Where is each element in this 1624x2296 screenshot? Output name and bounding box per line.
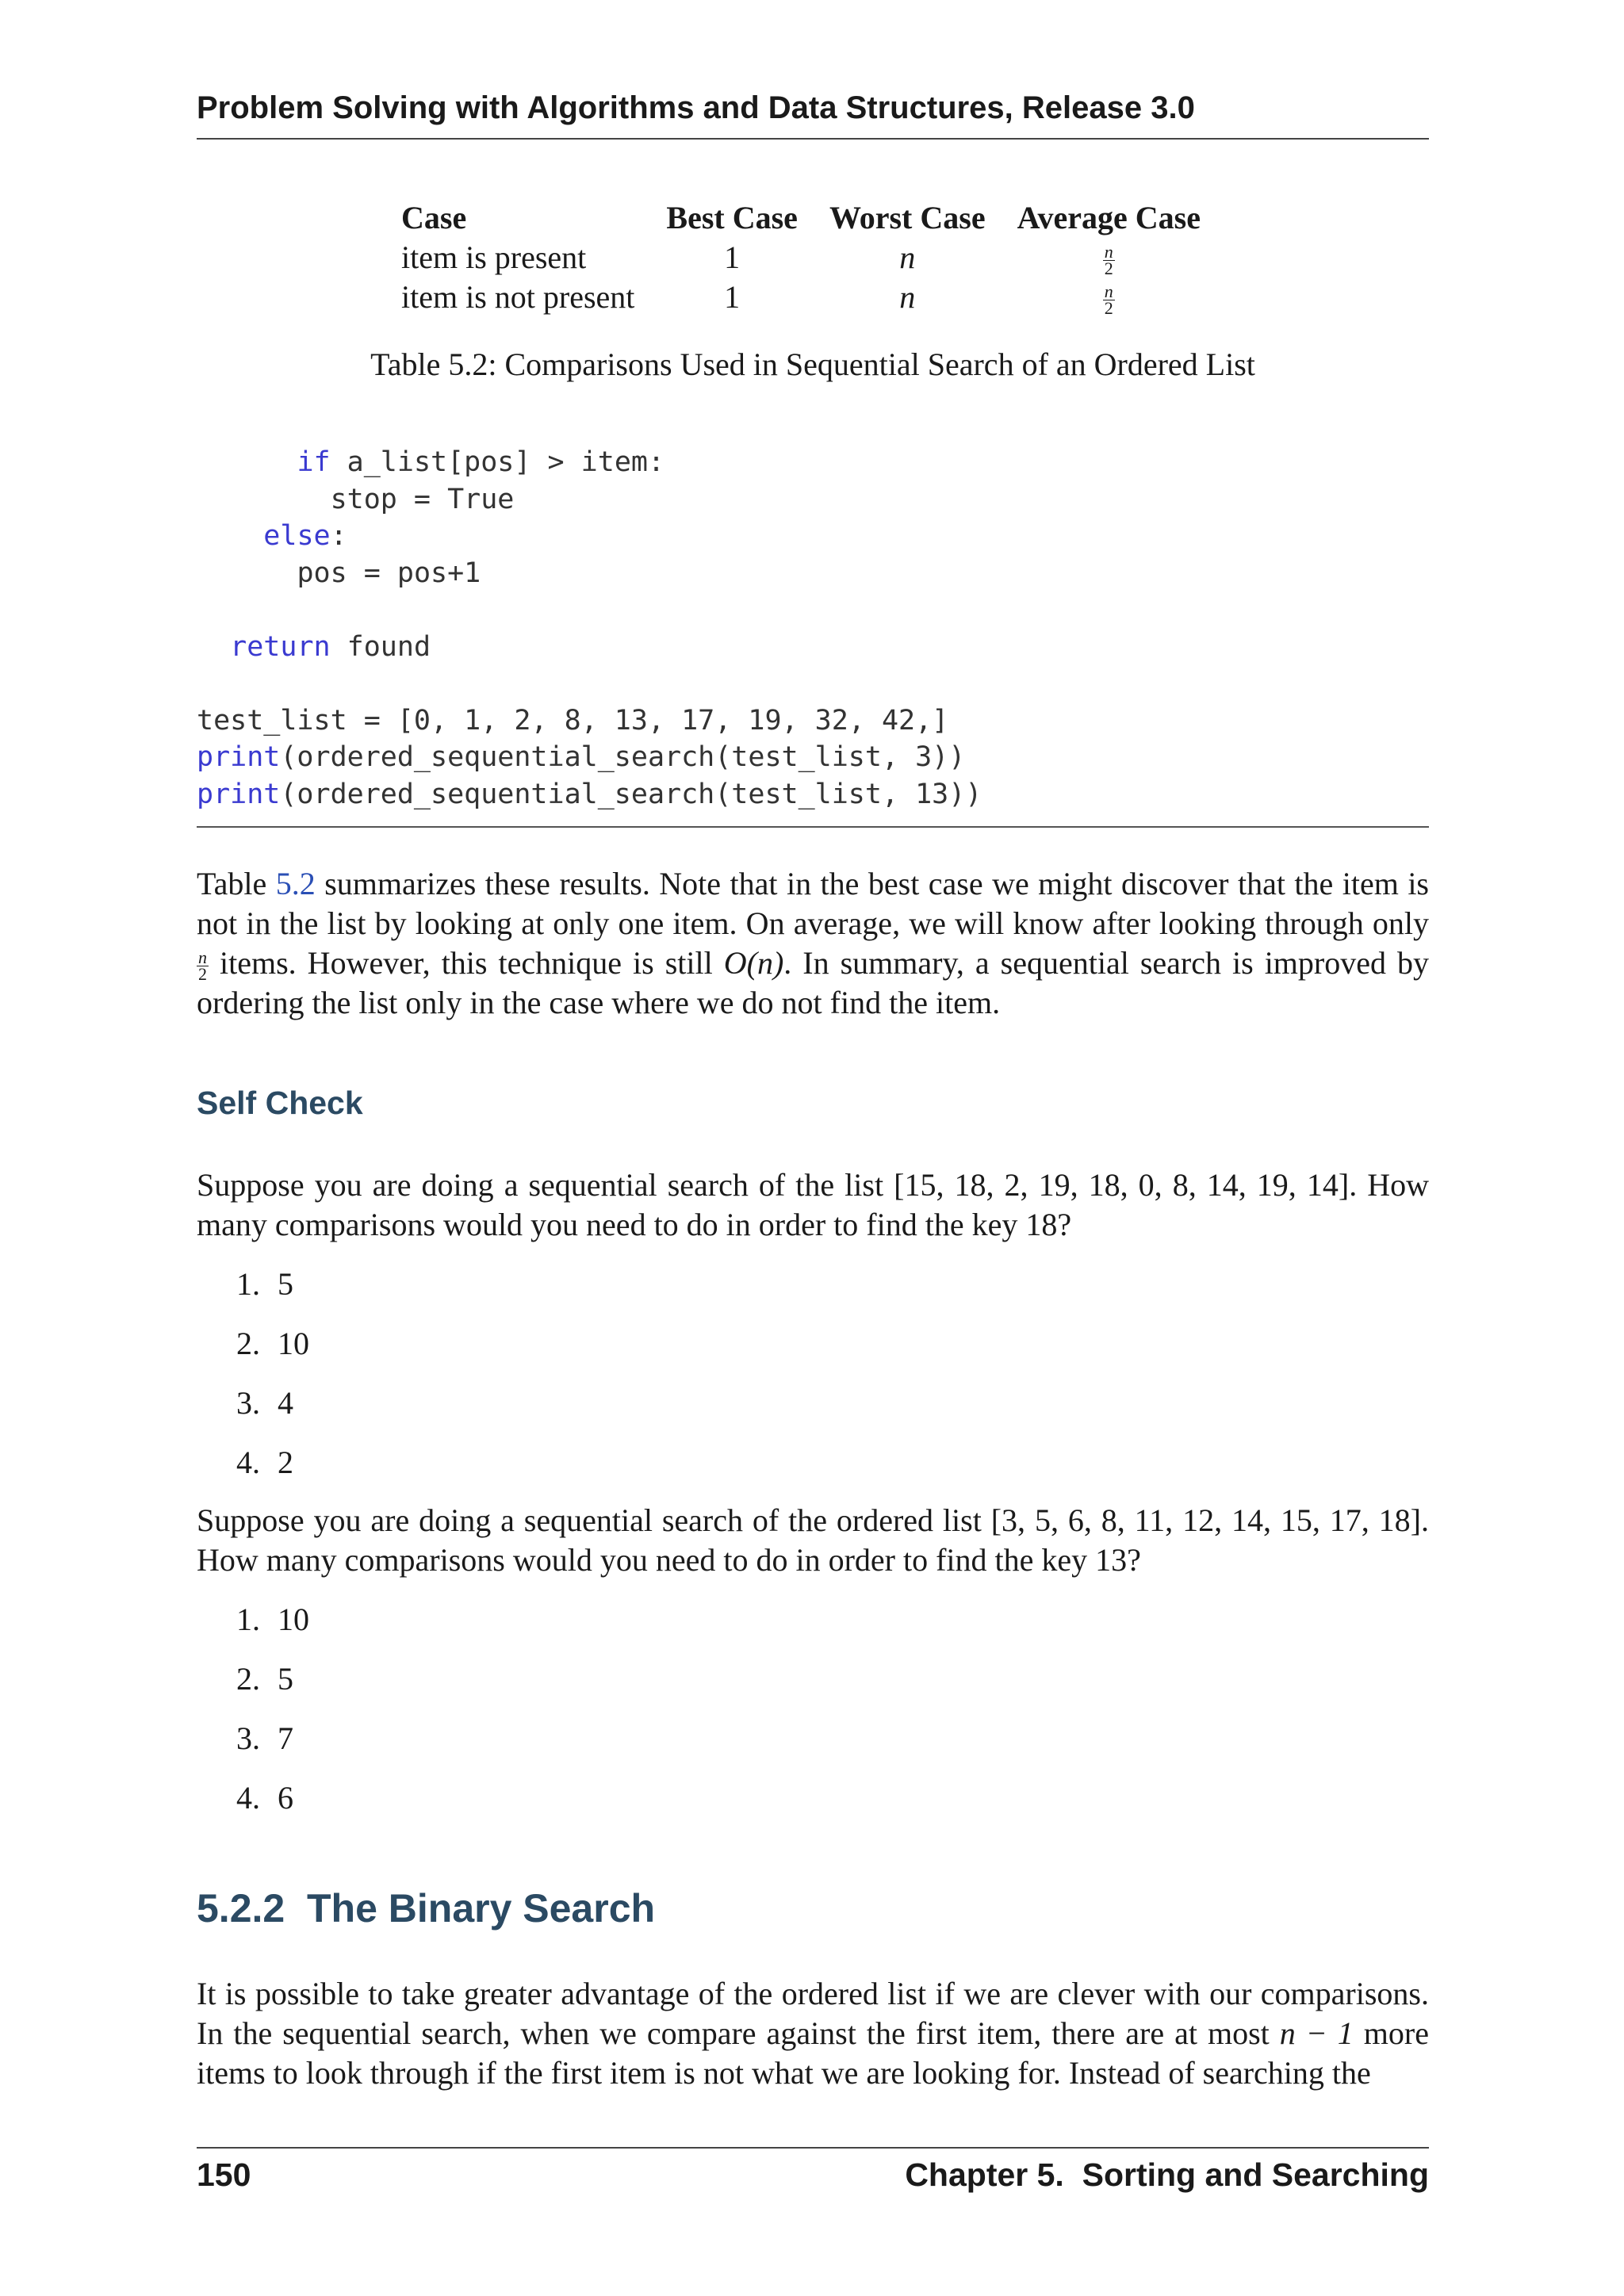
choice-value: 5 — [278, 1661, 293, 1697]
table-cell-best: 1 — [724, 279, 741, 315]
choice-number: 2. — [236, 1326, 260, 1361]
math-key: 18 — [1025, 1207, 1058, 1242]
code-text: a_list[pos] > item: — [330, 446, 665, 478]
choice-value: 4 — [278, 1385, 293, 1421]
code-divider — [197, 826, 1429, 828]
self-check-heading: Self Check — [197, 1085, 363, 1121]
code-line-blank — [197, 665, 1429, 702]
code-text: (ordered_sequential_search(test_list, 13)) — [280, 778, 982, 810]
question-2-choices — [236, 1600, 309, 1838]
math-key: 13 — [1095, 1542, 1128, 1578]
choice-item[interactable] — [236, 1383, 309, 1443]
code-line — [197, 739, 1429, 776]
choice-item[interactable] — [236, 1719, 309, 1778]
fraction-denominator: 2 — [198, 964, 207, 985]
choice-number: 4. — [236, 1780, 260, 1816]
code-text: : — [330, 520, 347, 552]
choice-number: 1. — [236, 1601, 260, 1637]
code-line — [197, 629, 1429, 666]
text: . How many comparisons would you need to do in order to find the key — [197, 1502, 1429, 1578]
choice-number: 2. — [236, 1661, 260, 1697]
text: items. However, this technique is still — [209, 945, 724, 981]
fraction — [1103, 281, 1115, 319]
table-cell-case: item is present — [401, 239, 587, 275]
choice-value: 2 — [278, 1445, 293, 1480]
table-header-best: Best Case — [666, 200, 798, 235]
code-line — [197, 776, 1429, 813]
code-line — [197, 518, 1429, 555]
text: Suppose you are doing a sequential search of the ordered list — [197, 1502, 991, 1538]
table-header-row — [401, 198, 1216, 238]
choice-value: 10 — [278, 1326, 309, 1361]
fraction-numerator: n — [1104, 281, 1113, 302]
footer-divider — [197, 2147, 1429, 2149]
code-keyword: if — [297, 446, 331, 478]
question-1-choices — [236, 1265, 309, 1502]
code-line — [197, 555, 1429, 592]
choice-item[interactable] — [236, 1324, 309, 1383]
table-reference-link[interactable]: 5.2 — [275, 866, 316, 901]
code-block — [197, 444, 1429, 813]
fraction-numerator: n — [1104, 242, 1113, 262]
choice-item[interactable] — [236, 1778, 309, 1838]
math-list: [15, 18, 2, 19, 18, 0, 8, 14, 19, 14] — [894, 1167, 1350, 1203]
choice-number: 1. — [236, 1266, 260, 1302]
choice-item[interactable] — [236, 1443, 309, 1502]
fraction — [197, 947, 209, 985]
choice-value: 6 — [278, 1780, 293, 1816]
table-cell-worst: n — [899, 279, 916, 315]
code-keyword: print — [197, 778, 281, 810]
choice-value: 10 — [278, 1601, 309, 1637]
choice-value: 5 — [278, 1266, 293, 1302]
page — [197, 0, 1429, 2296]
fraction-denominator: 2 — [1104, 258, 1113, 279]
comparison-table — [401, 198, 1216, 317]
table-row — [401, 277, 1216, 317]
text: summarizes these results. Note that in the best case we might discover that the item is not in the list by looking at only one item. On average, we will know after looking through only — [197, 866, 1429, 941]
question-2 — [197, 1501, 1429, 1580]
text: . How many comparisons would you need to do in order to find the key — [197, 1167, 1430, 1242]
text: ? — [1057, 1207, 1072, 1242]
table-cell-average — [1002, 238, 1216, 277]
table-header-average: Average Case — [1017, 200, 1201, 235]
table-row — [401, 238, 1216, 277]
text: Table — [197, 866, 276, 901]
table-cell-case: item is not present — [401, 279, 635, 315]
code-text: found — [330, 630, 431, 663]
code-line — [197, 481, 1429, 519]
table-cell-best: 1 — [724, 239, 741, 275]
choice-number: 3. — [236, 1385, 260, 1421]
choice-item[interactable] — [236, 1265, 309, 1324]
code-text: stop = True — [330, 483, 515, 515]
text: more items to look through if the first item is not what we are looking for. Instead of searching the — [197, 2015, 1429, 2091]
chapter-title: Chapter 5. Sorting and Searching — [905, 2156, 1429, 2193]
choice-value: 7 — [278, 1720, 293, 1756]
table-caption: Table 5.2: Comparisons Used in Sequential Search of an Ordered List — [370, 346, 1255, 382]
code-text: (ordered_sequential_search(test_list, 3)) — [280, 741, 966, 773]
code-line — [197, 444, 1429, 481]
code-line — [197, 702, 1429, 740]
text: . In summary, a sequential search is improved by ordering the list only in the case where we do not find the item. — [197, 945, 1430, 1020]
table-header-case: Case — [401, 200, 467, 235]
code-keyword: print — [197, 741, 281, 773]
table-header-worst: Worst Case — [829, 200, 986, 235]
binary-search-paragraph — [197, 1974, 1429, 2093]
code-keyword: else — [263, 520, 331, 552]
code-keyword: return — [230, 630, 331, 663]
fraction-denominator: 2 — [1104, 298, 1113, 319]
section-heading: 5.2.2 The Binary Search — [197, 1886, 656, 1931]
choice-number: 4. — [236, 1445, 260, 1480]
choice-number: 3. — [236, 1720, 260, 1756]
big-o-notation: O(n) — [723, 945, 784, 981]
math-list: [3, 5, 6, 8, 11, 12, 14, 15, 17, 18] — [990, 1502, 1421, 1538]
summary-paragraph — [197, 864, 1429, 1023]
code-text: test_list = [0, 1, 2, 8, 13, 17, 19, 32, 42,] — [197, 704, 949, 737]
code-text: pos = pos+1 — [297, 557, 481, 589]
page-number: 150 — [197, 2156, 251, 2193]
choice-item[interactable] — [236, 1659, 309, 1719]
question-1 — [197, 1165, 1429, 1245]
text: ? — [1127, 1542, 1141, 1578]
math-expression: n − 1 — [1279, 2015, 1354, 2051]
choice-item[interactable] — [236, 1600, 309, 1659]
text: Suppose you are doing a sequential search of the list — [197, 1167, 894, 1203]
running-header: Problem Solving with Algorithms and Data Structures, Release 3.0 — [197, 90, 1429, 140]
table-cell-average — [1002, 277, 1216, 317]
fraction — [1103, 244, 1115, 277]
text: It is possible to take greater advantage of the ordered list if we are clever with our comparisons. In the sequential search, when we compare against the first item, there are at most — [197, 1976, 1429, 2051]
code-line-blank — [197, 591, 1429, 629]
fraction-numerator: n — [198, 947, 207, 968]
table-cell-worst: n — [899, 239, 916, 275]
